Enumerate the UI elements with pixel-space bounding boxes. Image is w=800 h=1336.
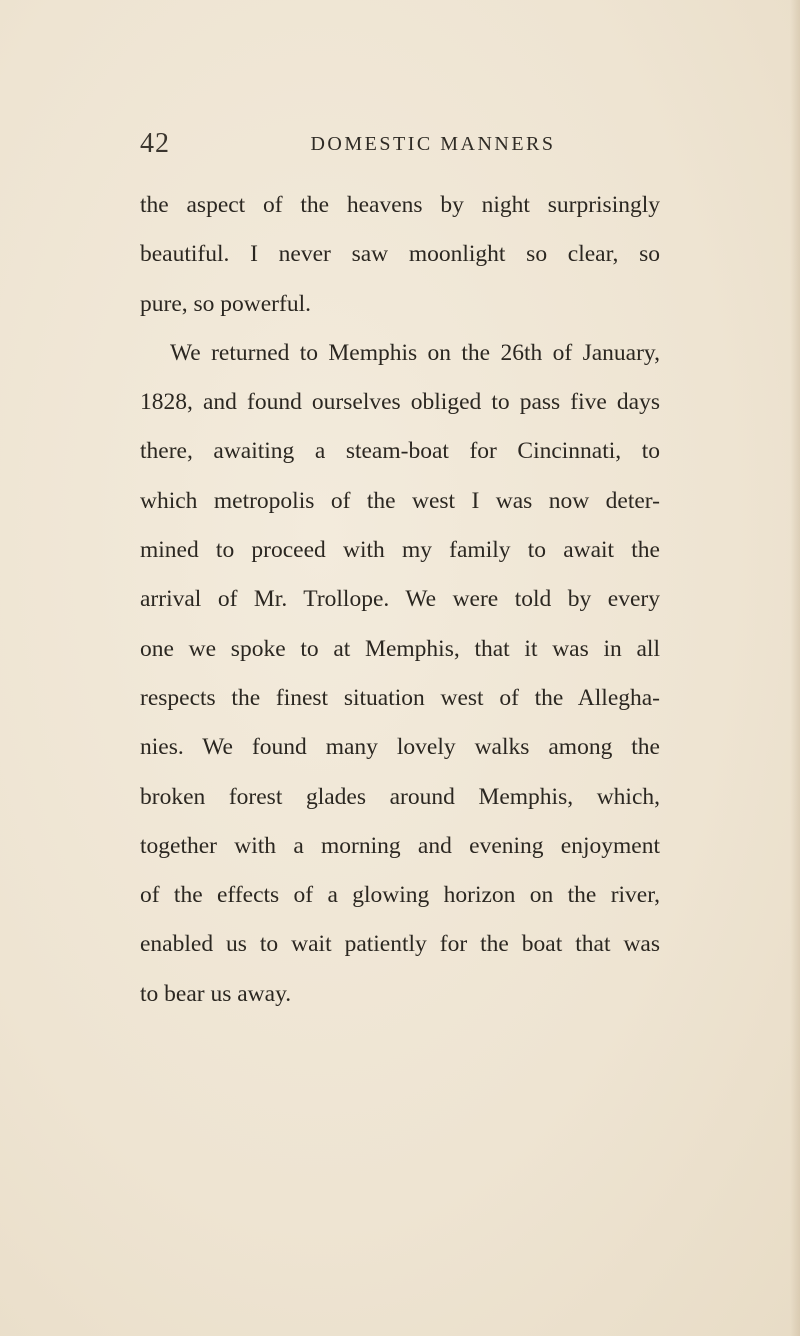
text-line: of the effects of a glowing horizon on the river, bbox=[140, 882, 660, 909]
text-line: there, awaiting a steam-boat for Cincinnati, to bbox=[140, 438, 660, 465]
body-text bbox=[140, 181, 660, 1019]
page-edge-shadow bbox=[790, 0, 800, 1336]
text-line: together with a morning and evening enjoyment bbox=[140, 832, 660, 859]
running-head: DOMESTIC MANNERS bbox=[310, 133, 556, 155]
text-line: the aspect of the heavens by night surprisingly bbox=[140, 192, 660, 218]
text-line: beautiful. I never saw moonlight so clear, so bbox=[140, 241, 660, 268]
text-line: nies. We found many lovely walks among the bbox=[140, 734, 660, 761]
text-line: arrival of Mr. Trollope. We were told by every bbox=[140, 586, 660, 613]
text-line: which metropolis of the west I was now deter- bbox=[140, 487, 660, 514]
text-line: pure, so powerful. bbox=[140, 290, 311, 317]
text-line: one we spoke to at Memphis, that it was in all bbox=[140, 635, 660, 662]
text-line: We returned to Memphis on the 26th of January, bbox=[170, 339, 660, 366]
page-header bbox=[0, 124, 800, 164]
text-line: enabled us to wait patiently for the boat that was bbox=[140, 931, 660, 958]
text-line: mined to proceed with my family to await the bbox=[140, 537, 660, 564]
text-line: 1828, and found ourselves obliged to pass five days bbox=[140, 389, 660, 416]
page-number: 42 bbox=[140, 128, 170, 159]
text-line: to bear us away. bbox=[140, 980, 292, 1007]
text-line: broken forest glades around Memphis, which, bbox=[140, 783, 660, 810]
text-line: respects the finest situation west of the Allegha- bbox=[140, 684, 660, 711]
